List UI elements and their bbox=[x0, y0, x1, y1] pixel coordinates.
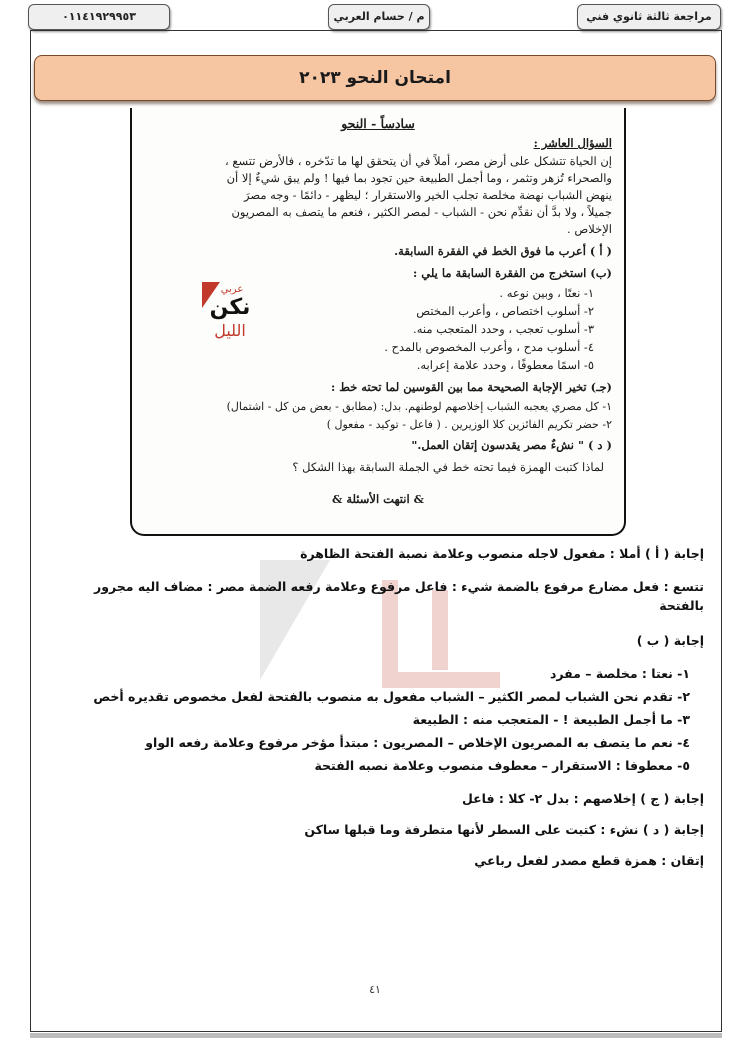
passage-line: ينهض الشباب نهضة مخلصة تجلب الخير والاستقرار ؛ ليظهر - دائمًا - وجه مصرَ bbox=[244, 188, 612, 202]
part-a-prompt: ( أ ) أعرب ما فوق الخط في الفقرة السابقة. bbox=[394, 244, 612, 258]
passage-line: والصحراء تُزهر وتثمر ، وما أجمل الطبيعة حين تجود بما فيها ! ولم يبق شيءٌ إلا أن bbox=[226, 171, 612, 185]
part-d-prompt: ( د ) " نشءٌ مصر يقدسون إتقان العمل." bbox=[411, 438, 612, 452]
part-b-item: ٤- أسلوب مدح ، وأعرب المخصوص بالمدح . bbox=[384, 340, 594, 354]
phone-number-label: ٠١١٤١٩٢٩٩٥٣ bbox=[28, 4, 170, 30]
part-b-item: ٢- أسلوب اختصاص ، وأعرب المختص bbox=[416, 304, 594, 318]
answer-line: ٢- تقدم نحن الشباب لمصر الكثير – الشباب مفعول به منصوب بالفتحة لفعل مخصوص تقديره أخص bbox=[93, 689, 690, 704]
part-c-item: ٢- حضر تكريم الفائزين كلا الوزيرين . ( فاعل - توكيد - مفعول ) bbox=[326, 418, 612, 431]
exam-scan bbox=[130, 108, 626, 536]
answer-line: ٣- ما أجمل الطبيعة ! - المتعجب منه : الطبيعة bbox=[412, 712, 690, 727]
part-b-prompt: (ب) استخرج من الفقرة السابقة ما يلي : bbox=[413, 266, 612, 280]
svg-text:عربي: عربي bbox=[220, 284, 244, 295]
answer-heading: إجابة ( ب ) bbox=[636, 633, 704, 648]
part-b-item: ١- نعتًا ، وبين نوعه . bbox=[499, 286, 594, 300]
answer-line: ١- نعتا : مخلصة – مفرد bbox=[549, 666, 690, 681]
answer-line: إتقان : همزة قطع مصدر لفعل رباعي bbox=[474, 853, 704, 868]
part-c-item: ١- كل مصري يعجبه الشباب إخلاصهم لوطنهم. بدل: (مطابق - بعض من كل - اشتمال) bbox=[226, 400, 612, 413]
svg-text:الليل: الليل bbox=[214, 321, 246, 340]
part-d-question: لماذا كتبت الهمزة فيما تحته خط في الجملة السابقة بهذا الشكل ؟ bbox=[292, 460, 604, 474]
subject-label: مراجعة ثالثة ثانوي فني bbox=[577, 4, 721, 30]
answer-line: بالفتحة bbox=[659, 598, 704, 613]
part-c-prompt: (جـ) تخير الإجابة الصحيحة مما بين القوسين لما تحته خط : bbox=[331, 380, 612, 394]
passage-line: إن الحياة تتشكل على أرض مصر، أملاً في أن يتحقق لها ما تدّخره ، فالأرض تتسع ، bbox=[225, 154, 612, 168]
passage-line: جميلاً ، ولا بدَّ أن نقدِّم نحن - الشباب - لمصر الكثير ، فنعم ما يتصف به المصريون bbox=[231, 205, 612, 219]
brand-logo bbox=[194, 278, 264, 342]
page-bottom-shadow bbox=[30, 1033, 722, 1038]
author-label: م / حسام العربي bbox=[328, 4, 430, 30]
question-heading: السؤال العاشر : bbox=[533, 136, 612, 150]
part-b-item: ٥- اسمًا معطوفًا ، وحدد علامة إعرابه. bbox=[416, 358, 594, 372]
answer-line: إجابة ( أ ) أملا : مفعول لاجله منصوب وعلامة نصبة الفتحة الظاهرة bbox=[300, 546, 704, 561]
page-number: ٤١ bbox=[369, 983, 381, 996]
svg-text:نكن: نكن bbox=[209, 295, 251, 320]
answer-line: تتسع : فعل مضارع مرفوع بالضمة شيء : فاعل مرفوع وعلامة رفعه الضمة مصر : مضاف اليه مجرور bbox=[94, 579, 704, 594]
answer-line: ٤- نعم ما يتصف به المصريون الإخلاص – المصريون : مبتدأ مؤخر مرفوع وعلامة رفعه الواو bbox=[145, 735, 690, 750]
part-b-item: ٣- أسلوب تعجب ، وحدد المتعجب منه. bbox=[413, 322, 594, 336]
end-note: & انتهت الأسئلة & bbox=[331, 492, 425, 506]
answer-line: إجابة ( ج ) إخلاصهم : بدل ٢- كلا : فاعل bbox=[461, 791, 704, 806]
answer-line: ٥- معطوفا : الاستقرار – معطوف منصوب وعلامة نصبه الفتحة bbox=[314, 758, 690, 773]
passage-line: الإخلاص . bbox=[567, 222, 612, 236]
answer-line: إجابة ( د ) نشء : كتبت على السطر لأنها متطرفة وما قبلها ساكن bbox=[304, 822, 704, 837]
page-title: امتحان النحو ٢٠٢٣ bbox=[34, 55, 716, 101]
section-title: سادساً - النحو bbox=[341, 116, 415, 131]
